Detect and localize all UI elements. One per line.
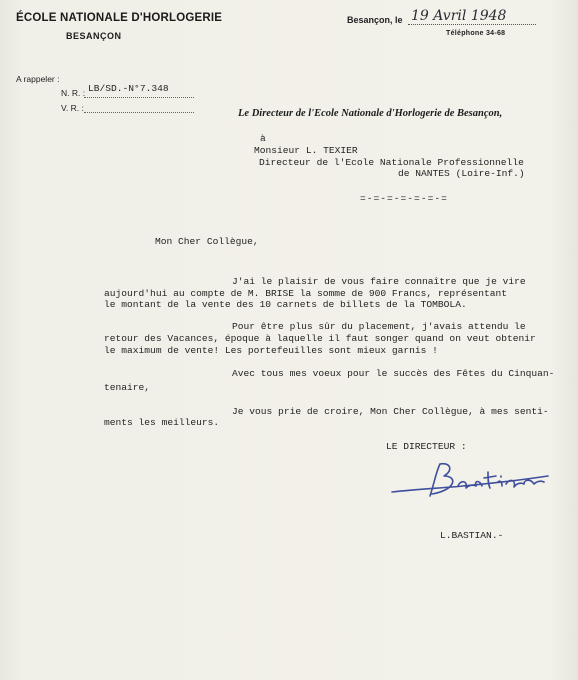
reference-number: LB/SD.-N°7.348 xyxy=(88,83,169,94)
phone-number: Téléphone 34-68 xyxy=(446,30,506,37)
body-line: tenaire, xyxy=(104,382,151,393)
vr-dotted-line xyxy=(84,112,194,113)
letter-date: 19 Avril 1948 xyxy=(411,8,507,24)
signer-name: L.BASTIAN.- xyxy=(440,530,504,541)
divider-line: =-=-=-=-=-=-= xyxy=(360,193,448,204)
body-line: le montant de la vente des 10 carnets de billets de la TOMBOLA. xyxy=(104,299,467,310)
nr-dotted-line xyxy=(84,97,194,98)
nr-label: N. R. : xyxy=(61,88,86,98)
vr-label: V. R. : xyxy=(61,103,84,113)
body-line: Pour être plus sûr du placement, j'avais attendu le xyxy=(232,321,526,332)
signer-title: LE DIRECTEUR : xyxy=(386,441,467,452)
place-label: Besançon, le xyxy=(347,15,403,25)
handwritten-signature xyxy=(388,458,553,504)
body-line: ments les meilleurs. xyxy=(104,417,220,428)
date-underline xyxy=(408,24,536,25)
recipient-line-3: de NANTES (Loire-Inf.) xyxy=(398,168,525,179)
salutation: Mon Cher Collègue, xyxy=(155,236,259,247)
school-name: ÉCOLE NATIONALE D'HORLOGERIE xyxy=(16,12,223,24)
body-line: le maximum de vente! Les portefeuilles sont mieux garnis ! xyxy=(104,345,438,356)
body-line: J'ai le plaisir de vous faire connaître que je vire xyxy=(232,276,526,287)
school-city: BESANÇON xyxy=(66,31,122,41)
body-line: Avec tous mes voeux pour le succès des Fêtes du Cinquan- xyxy=(232,368,555,379)
body-line: retour des Vacances, époque à laquelle il faut songer quand on veut obtenir xyxy=(104,333,536,344)
recipient-line-1: Monsieur L. TEXIER xyxy=(254,145,358,156)
a-rappeler-label: A rappeler : xyxy=(16,74,60,84)
body-line: Je vous prie de croire, Mon Cher Collègue, à mes senti- xyxy=(232,406,549,417)
body-line: aujourd'hui au compte de M. BRISE la somme de 900 Francs, représentant xyxy=(104,288,508,299)
recipient-prefix: à xyxy=(260,133,266,144)
recipient-line-2: Directeur de l'Ecole Nationale Professionnelle xyxy=(259,157,524,168)
director-header-line: Le Directeur de l'Ecole Nationale d'Horlogerie de Besançon, xyxy=(238,108,503,119)
